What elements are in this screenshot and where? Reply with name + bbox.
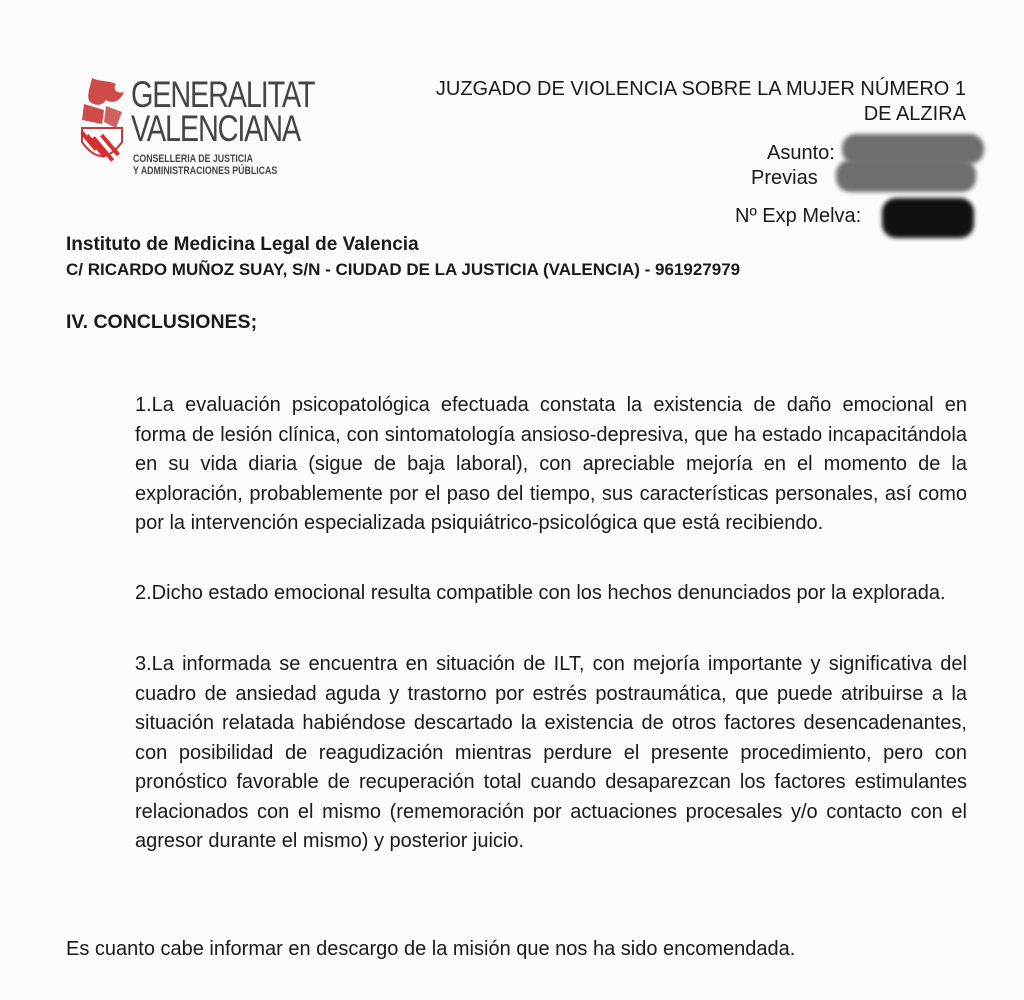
logo-name-line2: VALENCIANA bbox=[131, 108, 301, 149]
conclusion-2: 2.Dicho estado emocional resulta compatible con los hechos denunciados por la explorada. bbox=[135, 582, 946, 604]
closing-statement: Es cuanto cabe informar en descargo de la misión que nos ha sido encomendada. bbox=[66, 938, 796, 960]
court-name-line1: JUZGADO DE VIOLENCIA SOBRE LA MUJER NÚMERO 1 bbox=[435, 78, 966, 100]
generalitat-logo bbox=[78, 72, 318, 182]
conclusion-1: 1.La evaluación psicopatológica efectuada constata la existencia de daño emocional en forma de lesión clínica, con sintomatología ansioso-depresiva, que ha estado incapacitándola en su vida diaria (sigue de baja laboral), con apreciable mejoría en el momento de la exploración, probablemente por el paso del tiempo, sus características personales, así como por la intervención especializada psiquiátrico-psicológica que está recibiendo. bbox=[135, 394, 967, 534]
court-header bbox=[436, 77, 966, 127]
court-name-line2: DE ALZIRA bbox=[863, 103, 966, 125]
redaction-exp-melva bbox=[882, 198, 974, 238]
logo-name-line1: GENERALITAT bbox=[131, 74, 315, 115]
redaction-previas bbox=[836, 160, 976, 192]
conclusion-3: 3.La informada se encuentra en situación de ILT, con mejoría importante y significativa del cuadro de ansiedad aguda y trastorno por estrés postraumática, que puede atribuirse a la situación relatada habiéndose descartado la existencia de otros factores desencadenantes, con posibilidad de reagudización mientras perdure el presente procedimiento, pero con pronóstico favorable de recuperación total cuando desaparezcan los factores estimulantes relacionados con el mismo (rememoración por actuaciones procesales y/o contacto con el agresor durante el mismo) y posterior juicio. bbox=[135, 653, 967, 852]
institute-address: C/ RICARDO MUÑOZ SUAY, S/N - CIUDAD DE LA JUSTICIA (VALENCIA) - 961927979 bbox=[66, 260, 741, 279]
previas-label: Previas bbox=[751, 167, 818, 189]
institute-name: Instituto de Medicina Legal de Valencia bbox=[66, 234, 419, 255]
logo-dept-line1: CONSELLERIA DE JUSTICIA bbox=[133, 153, 253, 165]
exp-melva-label: Nº Exp Melva: bbox=[735, 205, 862, 227]
logo-dept-line2: Y ADMINISTRACIONES PÚBLICAS bbox=[133, 165, 278, 177]
section-title: IV. CONCLUSIONES; bbox=[66, 311, 258, 333]
asunto-label: Asunto: bbox=[767, 142, 835, 164]
generalitat-emblem-icon bbox=[78, 76, 128, 176]
